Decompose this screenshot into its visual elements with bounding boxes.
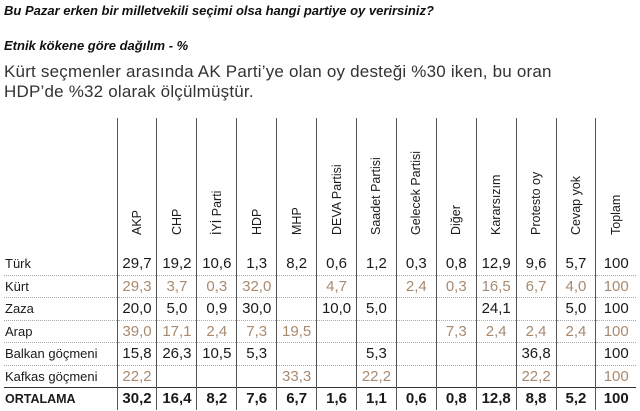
column-header-label: Protesto oy bbox=[529, 171, 544, 235]
column-header-label: Gelecek Partisi bbox=[409, 150, 424, 235]
row-label: Kürt bbox=[4, 275, 117, 298]
column-header-label: Cevap yok bbox=[568, 175, 583, 235]
average-cell: 5,2 bbox=[556, 388, 596, 410]
table-cell: 24,1 bbox=[476, 298, 516, 321]
table-cell: 100 bbox=[596, 275, 636, 298]
table-cell: 12,9 bbox=[476, 253, 516, 275]
table-cell: 100 bbox=[596, 298, 636, 321]
table-cell: 29,7 bbox=[117, 253, 157, 275]
table-cell bbox=[436, 365, 476, 388]
table-cell bbox=[436, 298, 476, 321]
table-cell: 1,3 bbox=[237, 253, 277, 275]
table-cell bbox=[556, 365, 596, 388]
table-cell: 5,7 bbox=[556, 253, 596, 275]
table-cell: 0,3 bbox=[197, 275, 237, 298]
table-cell: 32,0 bbox=[237, 275, 277, 298]
column-header-label: İYİ Parti bbox=[209, 190, 224, 235]
column-header bbox=[317, 118, 357, 253]
table-cell: 15,8 bbox=[117, 343, 157, 366]
table-cell bbox=[237, 365, 277, 388]
column-header bbox=[596, 118, 636, 253]
table-cell: 10,5 bbox=[197, 343, 237, 366]
average-cell: 0,6 bbox=[396, 388, 436, 410]
row-label: Kafkas göçmeni bbox=[4, 365, 117, 388]
table-cell bbox=[317, 343, 357, 366]
table-cell: 100 bbox=[596, 343, 636, 366]
column-header-label: Diğer bbox=[449, 205, 464, 235]
average-row bbox=[4, 388, 636, 410]
average-cell: 100 bbox=[596, 388, 636, 410]
column-header bbox=[157, 118, 197, 253]
table-cell bbox=[396, 365, 436, 388]
table-cell: 2,4 bbox=[516, 320, 556, 343]
table-cell: 29,3 bbox=[117, 275, 157, 298]
table-cell: 9,6 bbox=[516, 253, 556, 275]
table-cell: 5,3 bbox=[237, 343, 277, 366]
average-cell: 7,6 bbox=[237, 388, 277, 410]
row-label: Balkan göçmeni bbox=[4, 343, 117, 366]
table-cell bbox=[277, 343, 317, 366]
table-cell: 0,9 bbox=[197, 298, 237, 321]
table-cell: 4,7 bbox=[317, 275, 357, 298]
table-cell: 16,5 bbox=[476, 275, 516, 298]
table-cell bbox=[476, 343, 516, 366]
average-cell: 8,2 bbox=[197, 388, 237, 410]
average-cell: 6,7 bbox=[277, 388, 317, 410]
table-row bbox=[4, 320, 636, 343]
average-cell: 0,8 bbox=[436, 388, 476, 410]
table-cell: 100 bbox=[596, 320, 636, 343]
column-header bbox=[556, 118, 596, 253]
table-cell bbox=[396, 298, 436, 321]
table-cell bbox=[357, 320, 397, 343]
table-cell: 0,3 bbox=[436, 275, 476, 298]
table-cell bbox=[197, 365, 237, 388]
table-row bbox=[4, 253, 636, 275]
row-label: Arap bbox=[4, 320, 117, 343]
table-cell: 5,0 bbox=[157, 298, 197, 321]
table-cell: 2,4 bbox=[556, 320, 596, 343]
column-header bbox=[237, 118, 277, 253]
table-cell: 2,4 bbox=[396, 275, 436, 298]
average-cell: 1,1 bbox=[357, 388, 397, 410]
table-cell: 1,2 bbox=[357, 253, 397, 275]
table-cell: 3,7 bbox=[157, 275, 197, 298]
table-cell: 100 bbox=[596, 365, 636, 388]
column-header bbox=[516, 118, 556, 253]
table-cell: 0,3 bbox=[396, 253, 436, 275]
table-cell bbox=[277, 275, 317, 298]
table-cell: 22,2 bbox=[516, 365, 556, 388]
table-subtitle: Etnik kökene göre dağılım - % bbox=[4, 38, 189, 53]
table-cell: 8,2 bbox=[277, 253, 317, 275]
row-label-header bbox=[4, 118, 117, 253]
column-header-label: AKP bbox=[130, 209, 145, 235]
table-cell: 36,8 bbox=[516, 343, 556, 366]
table-cell bbox=[396, 343, 436, 366]
table-cell: 2,4 bbox=[476, 320, 516, 343]
table-row bbox=[4, 275, 636, 298]
column-header bbox=[476, 118, 516, 253]
table-cell bbox=[516, 298, 556, 321]
average-cell: 1,6 bbox=[317, 388, 357, 410]
row-label: Zaza bbox=[4, 298, 117, 321]
table-cell: 17,1 bbox=[157, 320, 197, 343]
table-cell bbox=[436, 343, 476, 366]
average-row-label: ORTALAMA bbox=[4, 388, 117, 410]
average-cell: 8,8 bbox=[516, 388, 556, 410]
table-cell: 10,6 bbox=[197, 253, 237, 275]
table-cell: 19,5 bbox=[277, 320, 317, 343]
survey-question: Bu Pazar erken bir milletvekili seçimi olsa hangi partiye oy verirsiniz? bbox=[4, 3, 434, 18]
results-table bbox=[4, 118, 636, 410]
average-cell: 12,8 bbox=[476, 388, 516, 410]
table-cell: 26,3 bbox=[157, 343, 197, 366]
column-header bbox=[357, 118, 397, 253]
table-body bbox=[4, 253, 636, 410]
column-header-label: MHP bbox=[289, 207, 304, 235]
column-header-label: Toplam bbox=[609, 194, 624, 235]
column-header bbox=[277, 118, 317, 253]
table-cell: 19,2 bbox=[157, 253, 197, 275]
table-cell bbox=[476, 365, 516, 388]
table-cell: 5,0 bbox=[357, 298, 397, 321]
column-header-label: Saadet Partisi bbox=[369, 157, 384, 235]
column-header bbox=[396, 118, 436, 253]
table-row bbox=[4, 365, 636, 388]
table-cell: 33,3 bbox=[277, 365, 317, 388]
table-cell: 22,2 bbox=[117, 365, 157, 388]
table-cell: 0,6 bbox=[317, 253, 357, 275]
column-header-label: Kararsızım bbox=[489, 174, 504, 235]
table-cell bbox=[357, 275, 397, 298]
table-cell: 10,0 bbox=[317, 298, 357, 321]
table-cell bbox=[396, 320, 436, 343]
table-cell: 100 bbox=[596, 253, 636, 275]
average-cell: 16,4 bbox=[157, 388, 197, 410]
column-header bbox=[117, 118, 157, 253]
table-cell: 39,0 bbox=[117, 320, 157, 343]
column-header-label: CHP bbox=[169, 208, 184, 235]
column-header-label: HDP bbox=[249, 208, 264, 235]
average-cell: 30,2 bbox=[117, 388, 157, 410]
table-cell: 5,3 bbox=[357, 343, 397, 366]
table-row bbox=[4, 343, 636, 366]
table-cell: 6,7 bbox=[516, 275, 556, 298]
table-cell: 0,8 bbox=[436, 253, 476, 275]
table-cell bbox=[556, 343, 596, 366]
header-row bbox=[4, 118, 636, 253]
column-header bbox=[197, 118, 237, 253]
column-header-label: DEVA Partisi bbox=[329, 164, 344, 235]
table-cell bbox=[317, 365, 357, 388]
table-cell: 30,0 bbox=[237, 298, 277, 321]
table-cell bbox=[317, 320, 357, 343]
table-cell: 5,0 bbox=[556, 298, 596, 321]
row-label: Türk bbox=[4, 253, 117, 275]
column-header bbox=[436, 118, 476, 253]
table-cell: 4,0 bbox=[556, 275, 596, 298]
table-cell: 2,4 bbox=[197, 320, 237, 343]
table-row bbox=[4, 298, 636, 321]
table-cell: 7,3 bbox=[436, 320, 476, 343]
table-cell: 22,2 bbox=[357, 365, 397, 388]
table-cell: 20,0 bbox=[117, 298, 157, 321]
table-cell bbox=[157, 365, 197, 388]
table-cell: 7,3 bbox=[237, 320, 277, 343]
table-cell bbox=[277, 298, 317, 321]
description-text: Kürt seçmenler arasında AK Parti’ye olan oy desteği %30 iken, bu oran HDP’de %32 olarak ölçülmüştür. bbox=[4, 62, 552, 101]
